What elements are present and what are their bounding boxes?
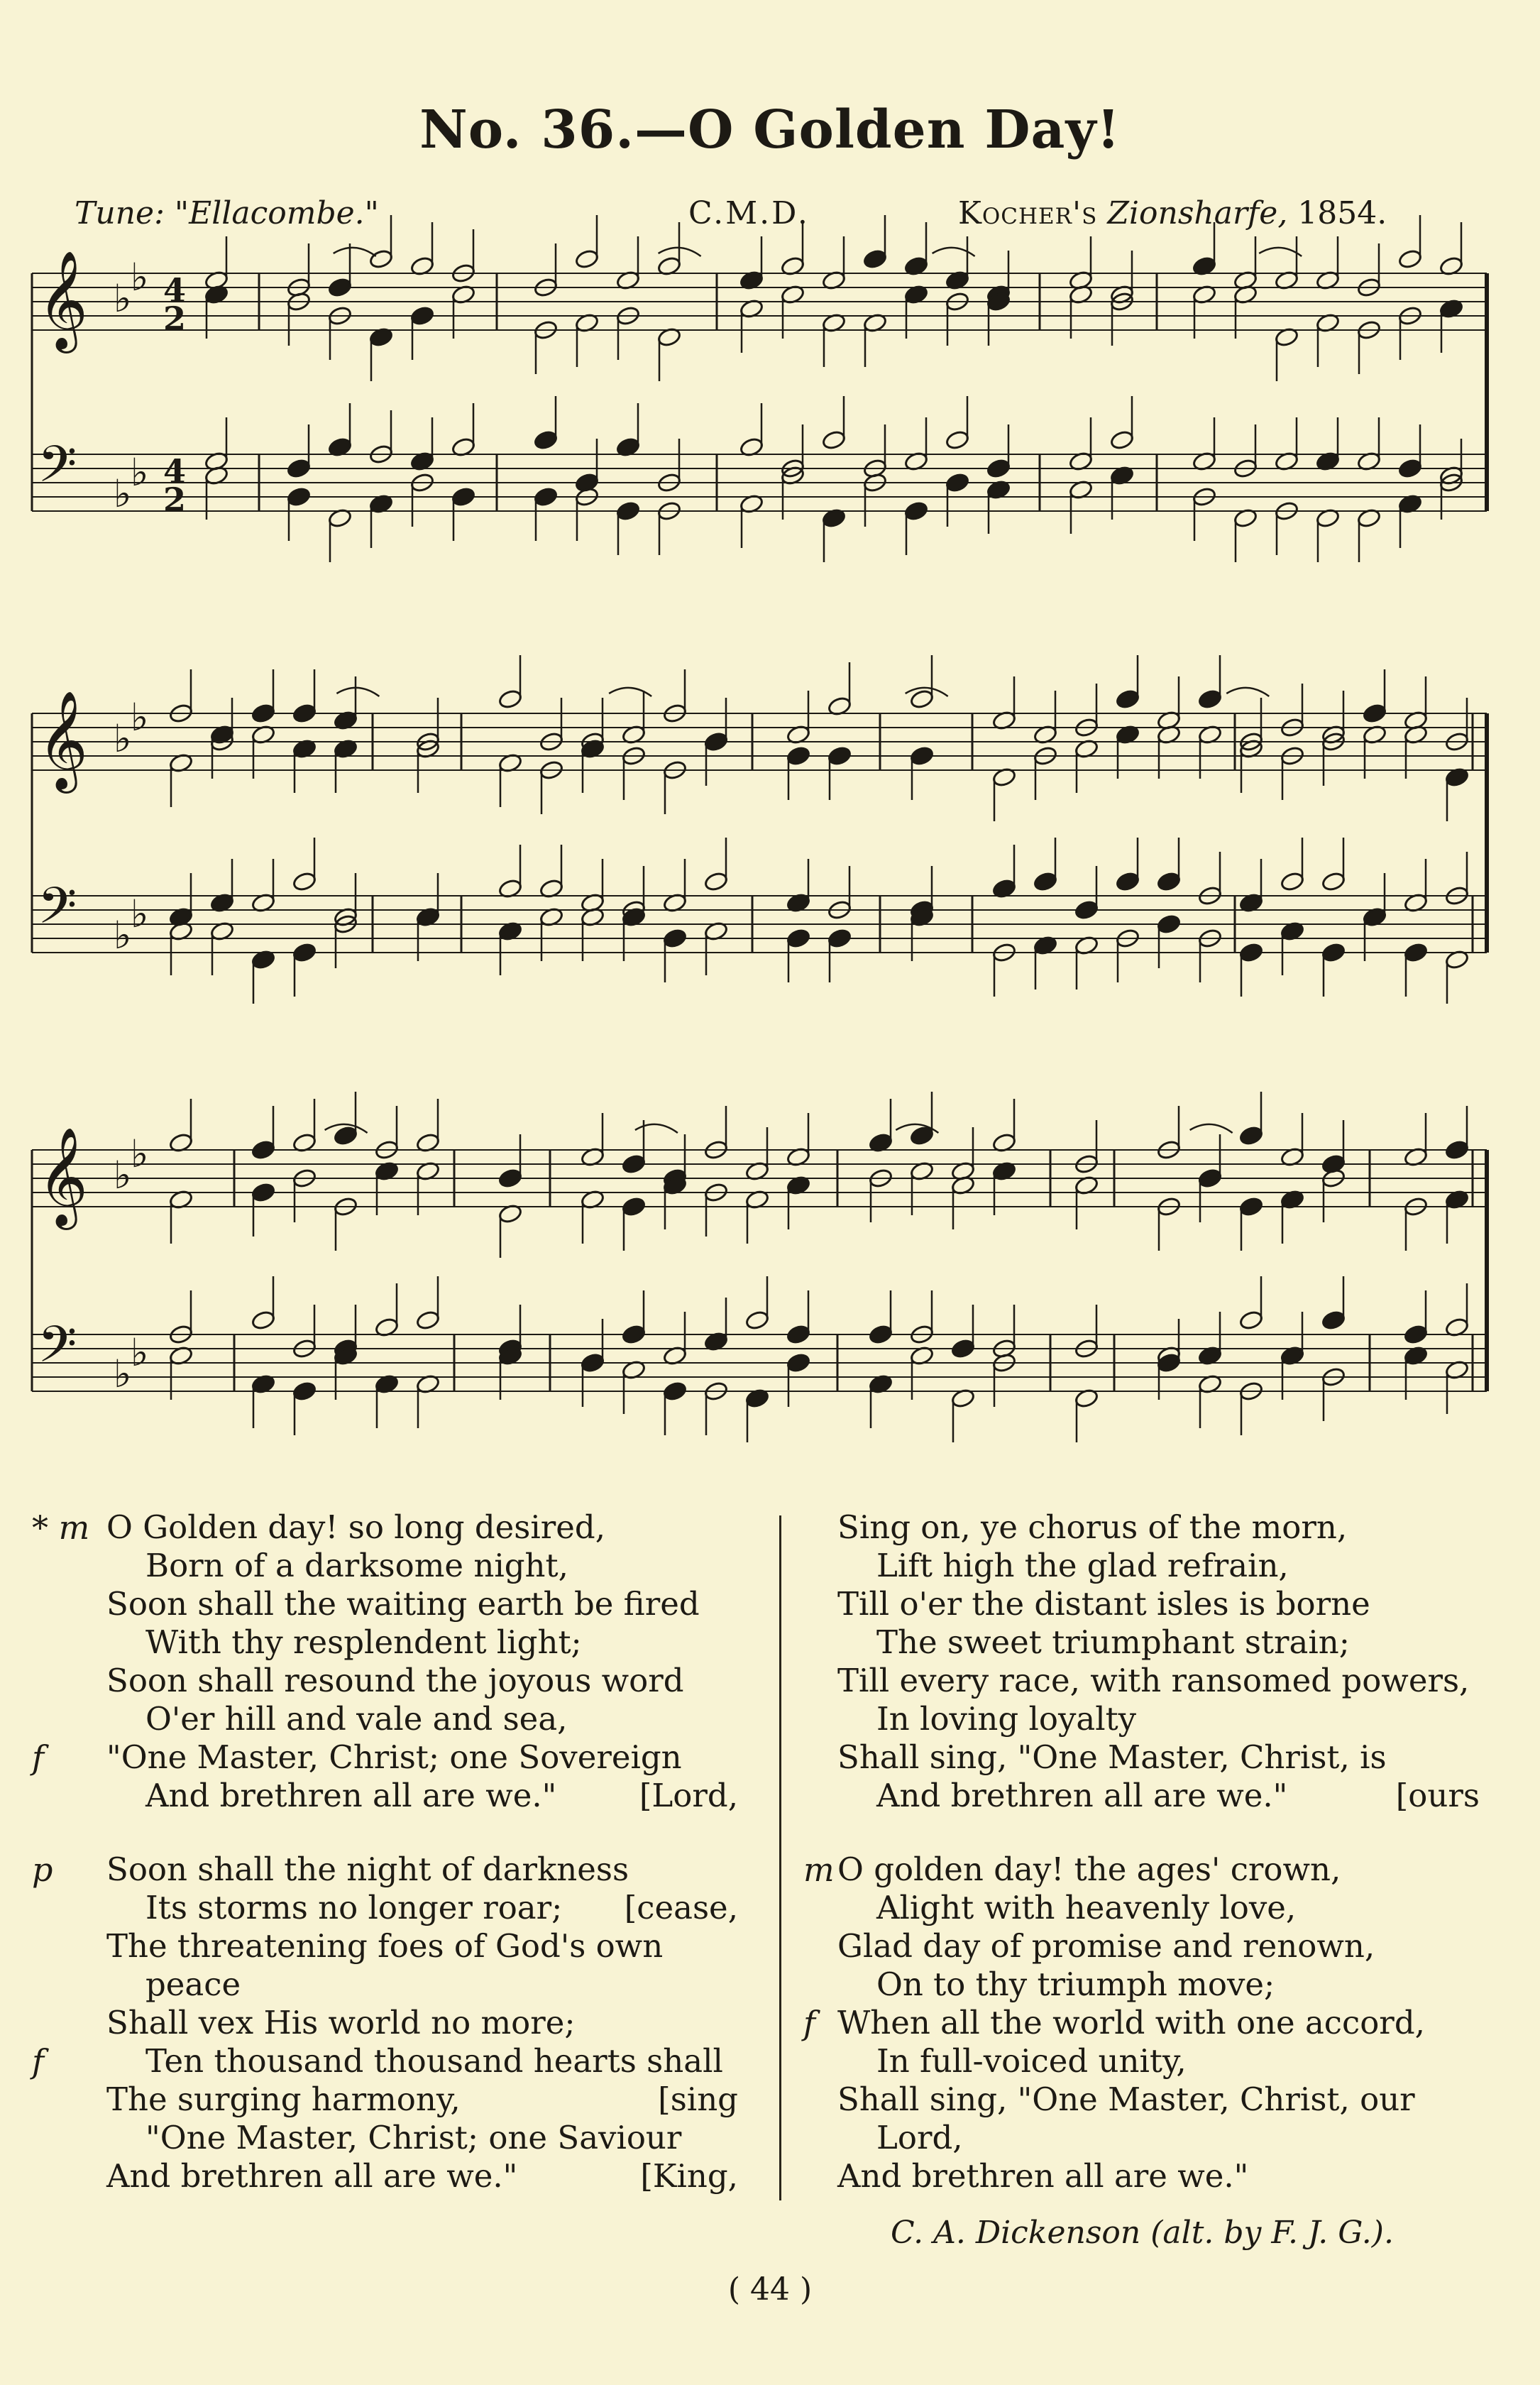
note-head (1109, 429, 1134, 451)
note-head (827, 745, 852, 767)
verse-line (823, 1662, 1512, 1700)
author-credit: C. A. Dickenson (alt. by F. J. G.). (891, 2215, 1394, 2251)
verse-line (32, 1662, 770, 1700)
slur (1226, 688, 1269, 696)
note-head (950, 1338, 975, 1359)
flat-icon: ♭ (131, 892, 149, 936)
verse-text: Sing on, ye chorus of the morn, (837, 1508, 1348, 1546)
note-head (1033, 871, 1057, 892)
source-year: 1854. (1297, 195, 1387, 231)
slur (1259, 248, 1302, 256)
note-head (986, 458, 1011, 479)
verse-line (32, 2004, 770, 2042)
note-head (497, 689, 522, 710)
turnover-word: [King, (640, 2157, 738, 2195)
verse-line (823, 1738, 1512, 1777)
note-head (868, 1324, 893, 1345)
verse-text: "One Master, Christ; one Sovereign (106, 1738, 682, 1776)
note-head (621, 1196, 646, 1217)
stanza (803, 1851, 1512, 2195)
note-head (292, 703, 317, 724)
turnover-word: [ours (1395, 1777, 1480, 1814)
note-head (333, 1125, 358, 1146)
flat-icon: ♭ (114, 716, 132, 761)
note-head (945, 472, 969, 493)
verse-line (803, 2004, 1512, 2042)
verse-text: In loving loyalty (876, 1700, 1137, 1738)
note-head (744, 1310, 769, 1331)
flat-icon: ♭ (114, 1153, 132, 1197)
verse-line (823, 2157, 1512, 2195)
verse-text: The sweet triumphant strain; (876, 1623, 1350, 1661)
verse-text: Till o'er the distant isles is borne (837, 1585, 1370, 1623)
verse-line (32, 1508, 770, 1547)
note-head (1397, 458, 1422, 479)
verse-line (32, 2080, 770, 2119)
note-head (1197, 689, 1222, 710)
note-head (286, 486, 311, 508)
verse-text: Soon shall the night of darkness (106, 1851, 629, 1888)
flat-icon: ♭ (114, 913, 132, 958)
verse-text: Glad day of promise and renown, (837, 1927, 1375, 1965)
verse-text: Lord, (876, 2119, 963, 2156)
verse-line (32, 1738, 770, 1777)
note-head (786, 1324, 810, 1345)
note-head (1156, 871, 1181, 892)
flat-icon: ♭ (131, 1330, 149, 1375)
flat-icon: ♭ (114, 1352, 132, 1396)
tune-name: Tune: "Ellacombe." (75, 195, 379, 231)
verse-line (823, 1777, 1512, 1815)
note-head (786, 928, 810, 949)
verse-text: The threatening foes of God's own (106, 1927, 664, 1965)
note-head (415, 1310, 440, 1331)
note-head (1074, 899, 1099, 921)
note-head (1403, 942, 1428, 963)
stanza (32, 1851, 770, 2195)
verse-line (803, 1851, 1512, 1889)
verse-line (32, 1623, 770, 1662)
verse-text: Soon shall the waiting earth be fired (106, 1585, 700, 1623)
verse-text: Soon shall resound the joyous word (106, 1662, 684, 1699)
verse-text: Lift high the glad refrain, (876, 1547, 1289, 1584)
note-head (786, 1352, 810, 1374)
turnover-word: [sing (658, 2080, 738, 2118)
note-head (703, 731, 728, 752)
verse-line (32, 1585, 770, 1623)
note-head (662, 1381, 687, 1402)
flat-icon: ♭ (131, 255, 149, 300)
verse-text: And brethren all are we." (876, 1777, 1288, 1814)
verse-line (32, 1851, 770, 1889)
treble-clef-icon: 𝄞 (38, 251, 88, 349)
note-head (786, 745, 810, 767)
flat-icon: ♭ (131, 695, 149, 740)
note-head (1444, 1139, 1469, 1161)
bass-clef-icon: 𝄢 (38, 877, 77, 948)
verse-text: "One Master, Christ; one Saviour (145, 2119, 682, 2156)
verse-text: Its storms no longer roar; (145, 1889, 563, 1926)
verse-text: With thy resplendent light; (145, 1623, 582, 1661)
note-head (451, 486, 475, 508)
verse-text: And brethren all are we." (145, 1777, 557, 1814)
note-head (1115, 689, 1140, 710)
slur (635, 1124, 678, 1133)
verse-text: O golden day! the ages' crown, (837, 1851, 1341, 1888)
verse-text: Shall sing, "One Master, Christ, our (837, 2080, 1415, 2118)
verses-left-column (32, 1508, 770, 2195)
slur (334, 248, 376, 256)
note-head (251, 1310, 275, 1331)
verse-line (823, 1700, 1512, 1738)
note-head (1280, 871, 1304, 892)
note-head (1397, 248, 1422, 270)
note-head (909, 689, 934, 710)
verse-line (32, 1965, 770, 2004)
stanza (32, 1508, 770, 1815)
metre: C.M.D. (688, 195, 810, 231)
note-head (621, 1324, 646, 1345)
verse-line (823, 1547, 1512, 1585)
note-head (1197, 1168, 1222, 1189)
page-number: ( 44 ) (727, 2271, 813, 2308)
time-signature-bottom: 2 (163, 300, 187, 338)
note-head (1238, 1196, 1263, 1217)
verse-line (32, 2157, 770, 2195)
verse-text: In full-voiced unity, (876, 2042, 1187, 2080)
verse-line (32, 2119, 770, 2157)
slur (336, 688, 379, 696)
note-head (821, 429, 846, 451)
verse-text: Till every race, with ransomed powers, (837, 1662, 1470, 1699)
note-head (1115, 871, 1140, 892)
note-head (1362, 703, 1387, 724)
hymn-title: No. 36.—O Golden Day! (419, 99, 1121, 160)
dynamic-mark: f (803, 2004, 816, 2042)
note-head (1156, 914, 1181, 935)
dynamic-mark: p (32, 1851, 53, 1889)
note-head (251, 1182, 275, 1203)
note-head (292, 871, 317, 892)
note-head (286, 458, 311, 479)
verse-line (823, 1623, 1512, 1662)
verse-text: Shall vex His world no more; (106, 2004, 576, 2041)
slur (933, 248, 975, 256)
verse-line (823, 2042, 1512, 2080)
flat-icon: ♭ (114, 471, 132, 516)
verse-text: peace (145, 1965, 241, 2003)
note-head (409, 305, 434, 327)
time-signature-bottom: 2 (163, 481, 187, 519)
note-head (1321, 1310, 1346, 1331)
verse-text: The surging harmony, (106, 2080, 461, 2118)
column-divider (779, 1515, 781, 2200)
bass-clef-icon: 𝄢 (38, 1315, 77, 1386)
note-head (1238, 942, 1263, 963)
source-work: Zionsharfe, (1107, 195, 1288, 231)
dynamic-mark: f (32, 2042, 45, 2080)
note-head (497, 1168, 522, 1189)
verse-text: O'er hill and vale and sea, (145, 1700, 568, 1738)
note-head (1321, 942, 1346, 963)
verse-line (823, 1965, 1512, 2004)
note-head (615, 500, 640, 522)
slur (1190, 1124, 1233, 1133)
note-head (862, 248, 887, 270)
note-head (580, 1352, 605, 1374)
verse-text: When all the world with one accord, (837, 2004, 1425, 2041)
time-signature-top: 4 (163, 271, 187, 309)
verse-text: O Golden day! so long desired, (106, 1508, 606, 1546)
verse-text: And brethren all are we." (837, 2157, 1249, 2195)
verse-text: And brethren all are we." (106, 2157, 518, 2195)
note-head (251, 703, 275, 724)
note-head (703, 871, 728, 892)
verse-line (823, 1927, 1512, 1965)
note-head (1403, 1324, 1428, 1345)
note-head (909, 745, 934, 767)
verse-text: Ten thousand thousand hearts shall (145, 2042, 723, 2080)
verse-line (823, 1889, 1512, 1927)
note-head (292, 1381, 317, 1402)
dynamic-mark: m (803, 1851, 835, 1889)
note-head (251, 1139, 275, 1161)
note-head (533, 486, 558, 508)
time-signature-top: 4 (163, 452, 187, 490)
dynamic-mark: f (32, 1738, 45, 1777)
verse-line (823, 2080, 1512, 2119)
stanza (823, 1508, 1512, 1815)
source-author: Kocher's (958, 195, 1098, 231)
verse-line (32, 1777, 770, 1815)
verses-right-column (803, 1508, 1512, 2195)
flat-icon: ♭ (131, 1131, 149, 1176)
verse-line (823, 2119, 1512, 2157)
note-head (327, 277, 352, 298)
note-head (1238, 1310, 1263, 1331)
verse-line (32, 2042, 770, 2080)
verse-text: On to thy triumph move; (876, 1965, 1275, 2003)
flat-icon: ♭ (114, 276, 132, 321)
note-head (662, 928, 687, 949)
verse-text: Born of a darksome night, (145, 1547, 568, 1584)
note-head (1321, 871, 1346, 892)
turnover-word: [Lord, (639, 1777, 738, 1814)
note-head (292, 942, 317, 963)
verse-line (32, 1547, 770, 1585)
verse-text: Shall sing, "One Master, Christ, is (837, 1738, 1387, 1776)
verse-line (32, 1889, 770, 1927)
note-head (1238, 1125, 1263, 1146)
note-head (903, 500, 928, 522)
note-head (533, 429, 558, 451)
verse-line (32, 1700, 770, 1738)
treble-clef-icon: 𝄞 (38, 1127, 88, 1226)
bass-clef-icon: 𝄢 (38, 435, 77, 506)
verse-line (32, 1927, 770, 1965)
verse-text: Alight with heavenly love, (876, 1889, 1297, 1926)
note-head (574, 248, 599, 270)
note-head (945, 429, 969, 451)
note-head (621, 1153, 646, 1175)
treble-clef-icon: 𝄞 (38, 691, 88, 789)
note-head (368, 248, 393, 270)
slur (609, 688, 651, 696)
note-head (827, 928, 852, 949)
flat-icon: ♭ (131, 450, 149, 495)
dynamic-mark: * m (32, 1508, 90, 1547)
verse-line (823, 1508, 1512, 1547)
turnover-word: [cease, (624, 1889, 738, 1926)
verse-line (823, 1585, 1512, 1623)
